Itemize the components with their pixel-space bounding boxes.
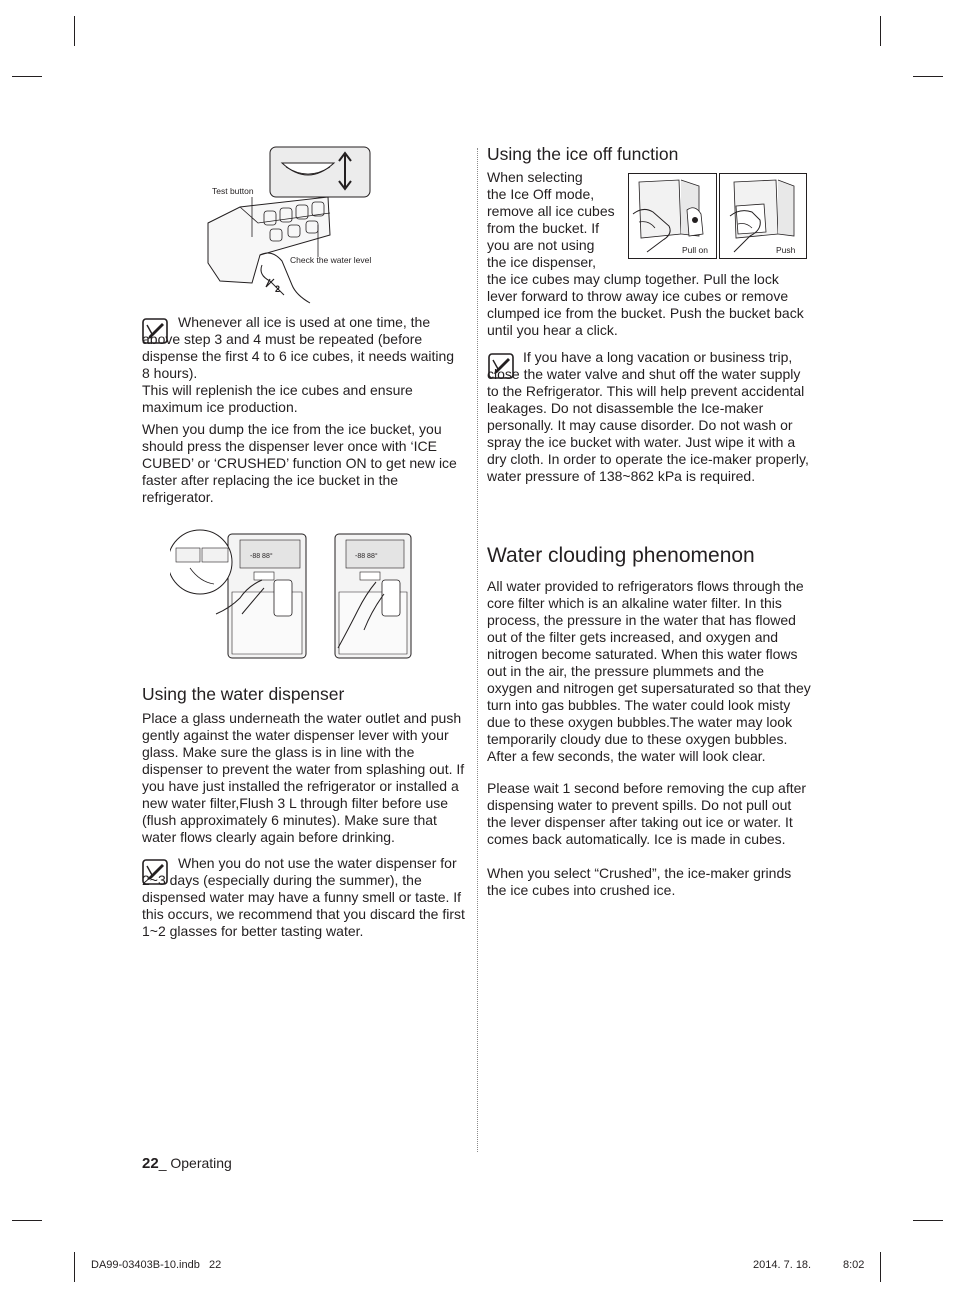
ice-off-line: from the bucket. If <box>487 220 600 236</box>
test-button-label: Test button <box>212 186 254 196</box>
ice-off-heading: Using the ice off function <box>487 144 679 164</box>
crop-mark <box>880 16 881 46</box>
note2-text <box>142 855 468 940</box>
dump-ice-paragraph: When you dump the ice from the ice bucket, you should press the dispenser lever once with ‘ICE CUBED’ or ‘CRUSHED’ function ON to get new ice faster after replacing the ice bucket in the refrigerator. <box>142 421 457 505</box>
file-slug: DA99-03403B-10.indb 22 <box>91 1259 222 1271</box>
ice-off-body: the ice cubes may clump together. Pull the lock lever forward to throw away ice cubes or remove clumped ice from the bucket. Push the bucket back until you hear a click. <box>487 271 804 338</box>
push-label: Push <box>776 245 796 255</box>
water-dispenser-body: Place a glass underneath the water outlet and push gently against the water dispenser lever with your glass. Make sure the glass is in line with the dispenser to prevent the water from splashing out. If you have just installed the refrigerator or installed a new water filter,Flush 3 L through filter before use (flush approximately 6 minutes). Make sure that water flows clearly again before drinking. <box>142 710 465 845</box>
crop-mark <box>74 16 75 46</box>
note1-text-content: Whenever all ice is used at one time, the above step 3 and 4 must be repeated (before dispense the first 4 to 6 ice cubes, it needs waiting 8 hours). <box>142 314 455 381</box>
section-name: _ Operating <box>158 1155 232 1171</box>
note2-text-content: When you do not use the water dispenser for 2~3 days (especially during the summer), the dispensed water may have a funny smell or taste. If this occurs, we recommend that you discard the first 1~2 glasses for better tasting water. <box>142 855 465 939</box>
ice-off-line: the ice dispenser, <box>487 254 596 270</box>
note3-text-content: If you have a long vacation or business trip, close the water valve and shut off the water supply to the Refrigerator. This will help prevent accidental leakages. Do not disassemble the Ice-maker personally. It may cause disorder. Do not wash or spray the ice bucket with water. Just wipe it with a dry cloth. In order to operate the ice-maker properly, water pressure of 138~862 kPa is required. <box>487 349 809 484</box>
clouding-p3: When you select “Crushed”, the ice-maker grinds the ice cubes into crushed ice. <box>487 865 792 898</box>
note1-text2: This will replenish the ice cubes and ensure maximum ice production. <box>142 382 413 415</box>
dispenser-figure <box>170 522 415 662</box>
page-number: 22 <box>142 1155 159 1172</box>
svg-text:-88 88°: -88 88° <box>250 553 273 560</box>
dispenser-illustration <box>170 522 415 662</box>
ice-off-line: you are not using <box>487 237 595 253</box>
check-water-label: Check the water level <box>290 255 372 265</box>
note1-text <box>142 314 460 382</box>
note3-text <box>487 349 809 485</box>
ice-maker-figure <box>200 145 410 305</box>
crop-mark <box>880 1252 881 1282</box>
crop-mark <box>12 1220 42 1221</box>
crop-mark <box>12 76 42 77</box>
clouding-heading: Water clouding phenomenon <box>487 544 755 567</box>
print-date: 2014. 7. 18. <box>753 1259 812 1271</box>
svg-text:-88 88°: -88 88° <box>355 553 378 560</box>
water-dispenser-heading: Using the water dispenser <box>142 684 345 704</box>
column-divider <box>477 148 478 1152</box>
clouding-p1: All water provided to refrigerators flows through the core filter which is an alkaline water filter. In this process, the pressure in the water that has flowed out of the filter gets increased, and oxygen and nitrogen become saturated. When this water flows out in the air, the pressure plummets and the oxygen and nitrogen get supersaturated so that they turn into gas bubbles. The water could look misty due to these oxygen bubbles.The water may look temporarily cloudy due to these oxygen bubbles. After a few seconds, the water will look clear. <box>487 578 811 764</box>
print-time: 8:02 <box>843 1259 865 1271</box>
ice-off-line: remove all ice cubes <box>487 203 615 219</box>
ice-off-line: When selecting <box>487 169 583 185</box>
page-footer <box>142 1155 232 1173</box>
clouding-p2: Please wait 1 second before removing the cup after dispensing water to prevent spills. Do not pull out the lever dispenser after taking out ice or water. It comes back automatically. Ice is made in cubes. <box>487 780 807 847</box>
crop-mark <box>913 1220 943 1221</box>
pull-on-label: Pull on <box>682 245 708 255</box>
crop-mark <box>74 1252 75 1282</box>
step-number: 2 <box>275 284 281 294</box>
ice-maker-illustration <box>200 145 410 305</box>
crop-mark <box>913 76 943 77</box>
ice-off-narrow-text <box>487 169 627 271</box>
ice-off-line: the Ice Off mode, <box>487 186 595 202</box>
